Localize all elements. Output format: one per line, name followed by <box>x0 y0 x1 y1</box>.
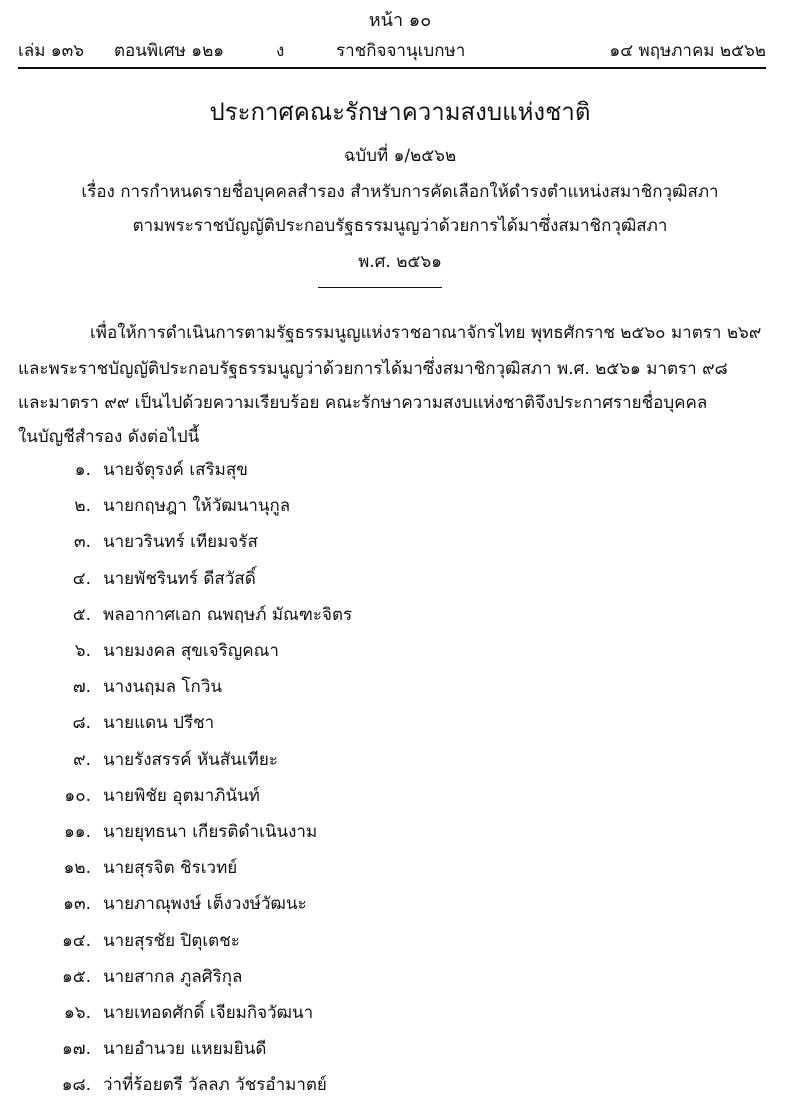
list-item <box>0 962 800 992</box>
list-item-name: นายยุทธนา เกียรติดำเนินงาม <box>103 822 318 842</box>
list-item-name: นายรังสรรค์ หันสันเทียะ <box>103 749 278 770</box>
list-item-number: ๑๘. <box>61 1075 91 1096</box>
list-item <box>0 672 800 702</box>
list-item <box>0 781 800 811</box>
list-item <box>0 636 800 666</box>
list-item-number: ๙. <box>73 749 91 770</box>
list-item <box>0 527 800 557</box>
list-item-name: นายเทอดศักดิ์ เจียมกิจวัฒนา <box>103 1003 314 1023</box>
list-item-number: ๑๕. <box>61 966 91 987</box>
header-volume: เล่ม ๑๓๖ <box>18 41 85 61</box>
paragraph-line: และพระราชบัญญัติประกอบรัฐธรรมนูญว่าด้วยการได้มาซึ่งสมาชิกวุฒิสภา พ.ศ. ๒๕๖๑ มาตรา ๙๘ <box>18 359 728 379</box>
subject-year: พ.ศ. ๒๕๖๑ <box>358 252 442 272</box>
list-item <box>0 745 800 775</box>
list-item <box>0 998 800 1028</box>
list-item-name: นายพัชรินทร์ ดีสวัสดิ์ <box>103 568 256 589</box>
list-item-number: ๓. <box>73 532 91 553</box>
paragraph-line: ในบัญชีสำรอง ดังต่อไปนี้ <box>18 427 200 447</box>
list-item-name: นายวรินทร์ เทียมจรัส <box>103 532 258 553</box>
list-item-name: นายจัตุรงค์ เสริมสุข <box>103 460 248 480</box>
list-item <box>0 708 800 738</box>
list-item-name: นายสุรชัย ปิตุเตชะ <box>103 930 240 951</box>
list-item-number: ๑๑. <box>64 822 91 842</box>
list-item <box>0 926 800 956</box>
list-item <box>0 817 800 847</box>
list-item-number: ๖. <box>74 641 91 661</box>
list-item-number: ๒. <box>74 496 91 517</box>
header-divider <box>18 67 766 69</box>
subject-line-1: เรื่อง การกำหนดรายชื่อบุคคลสำรอง สำหรับการคัดเลือกให้ดำรงตำแหน่งสมาชิกวุฒิสภา <box>81 182 719 202</box>
list-item-name: ว่าที่ร้อยตรี วัลลภ วัชรอำมาตย์ <box>103 1075 327 1096</box>
list-item-name: นายมงคล สุขเจริญคณา <box>103 641 279 661</box>
paragraph-line: และมาตรา ๙๙ เป็นไปด้วยความเรียบร้อย คณะรักษาความสงบแห่งชาติจึงประกาศรายชื่อบุคคล <box>18 393 708 413</box>
header-gazette-name: ราชกิจจานุเบกษา <box>336 41 466 61</box>
list-item-name: นายภาณุพงษ์ เต็งวงษ์วัฒนะ <box>103 894 307 915</box>
header-section: ง <box>276 41 285 61</box>
list-item-name: นายแดน ปรีชา <box>103 713 215 734</box>
list-item-name: นางนฤมล โกวิน <box>103 677 222 698</box>
subject-line-2: ตามพระราชบัญญัติประกอบรัฐธรรมนูญว่าด้วยการได้มาซึ่งสมาชิกวุฒิสภา <box>132 216 668 236</box>
list-item-name: นายพิชัย อุตมาภินันท์ <box>103 785 260 806</box>
title-divider <box>318 287 442 288</box>
list-item <box>0 455 800 485</box>
list-item-number: ๘. <box>72 713 91 734</box>
header-issue: ตอนพิเศษ ๑๒๑ <box>114 41 225 61</box>
list-item-number: ๑๗. <box>62 1039 91 1060</box>
list-item-number: ๕. <box>72 604 91 625</box>
paragraph-line: เพื่อให้การดำเนินการตามรัฐธรรมนูญแห่งราชอาณาจักรไทย พุทธศักราช ๒๕๖๐ มาตรา ๒๖๙ <box>90 323 762 343</box>
list-item-number: ๑๖. <box>64 1003 91 1023</box>
list-item <box>0 491 800 521</box>
header-date: ๑๔ พฤษภาคม ๒๕๖๒ <box>609 41 766 61</box>
list-item-number: ๑. <box>74 460 91 480</box>
announcement-number: ฉบับที่ ๑/๒๕๖๒ <box>343 146 457 166</box>
page-number: หน้า ๑๐ <box>368 10 432 31</box>
announcement-title: ประกาศคณะรักษาความสงบแห่งชาติ <box>209 98 591 126</box>
list-item <box>0 1070 800 1100</box>
list-item-number: ๑๓. <box>63 894 91 915</box>
list-item-name: นายอำนวย แหยมยินดี <box>103 1039 267 1060</box>
list-item-number: ๑๐. <box>64 785 91 806</box>
list-item-number: ๑๔. <box>61 930 91 951</box>
list-item-name: นายสากล ภูลศิริกุล <box>103 966 243 987</box>
list-item <box>0 1034 800 1064</box>
gazette-header <box>18 39 766 63</box>
list-item-number: ๗. <box>72 677 91 698</box>
list-item <box>0 600 800 630</box>
list-item-name: นายสุรจิต ชิรเวทย์ <box>103 858 238 879</box>
list-item-name: นายกฤษฎา ให้วัฒนานุกูล <box>103 496 291 517</box>
list-item <box>0 889 800 919</box>
list-item-number: ๑๒. <box>63 858 91 879</box>
list-item <box>0 564 800 594</box>
list-item-name: พลอากาศเอก ณพฤษภ์ มัณฑะจิตร <box>103 604 353 625</box>
list-item-number: ๔. <box>72 568 91 589</box>
list-item <box>0 853 800 883</box>
